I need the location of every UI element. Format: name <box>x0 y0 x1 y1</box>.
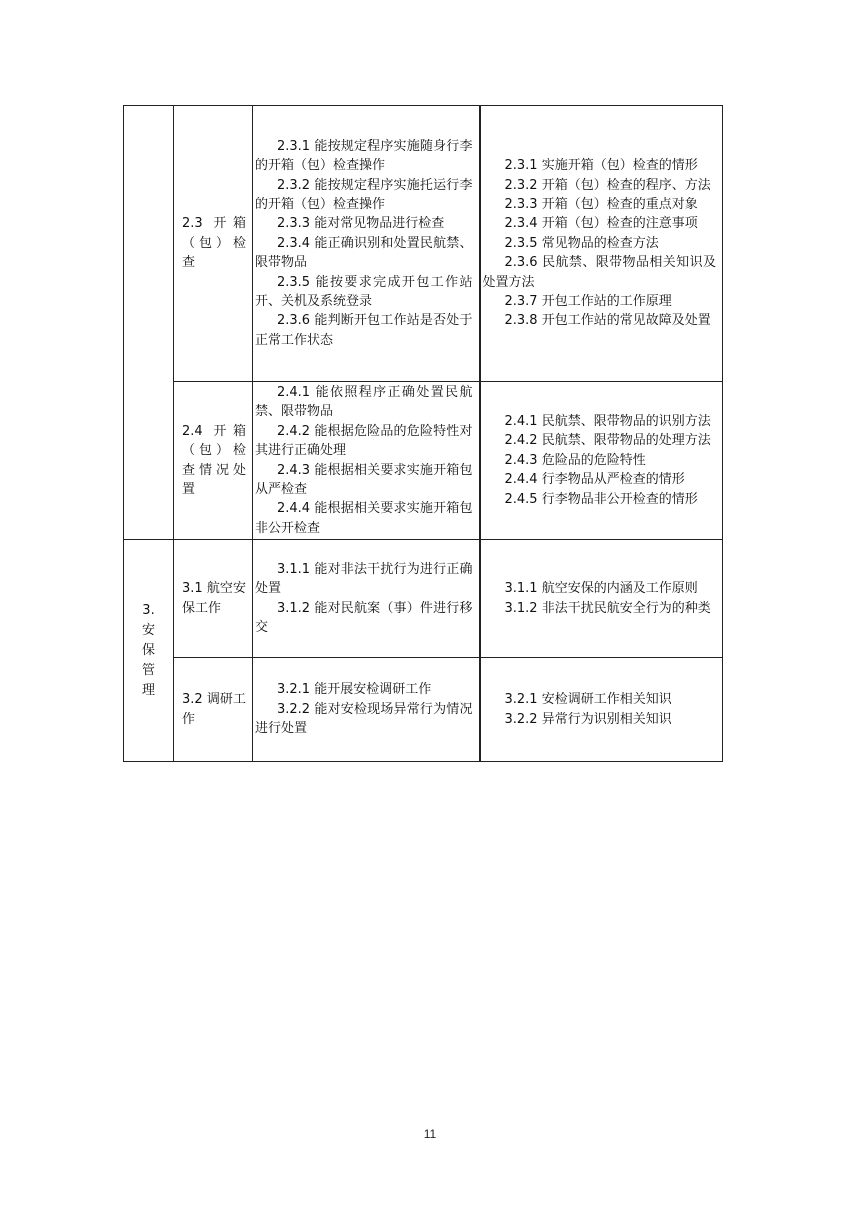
knowledge-item: 2.3.3 开箱（包）检查的重点对象 <box>504 196 698 212</box>
knowledge-item: 2.4.2 民航禁、限带物品的处理方法 <box>504 433 711 449</box>
knowledge-item: 2.3.8 开包工作站的常见故障及处置 <box>504 313 711 329</box>
skills-cell <box>253 658 480 762</box>
skill-item: 3.1.1 能对非法干扰行为进行正确处置 <box>255 561 473 597</box>
skills-cell <box>253 106 480 382</box>
skills-cell <box>253 540 480 658</box>
table-row <box>124 540 723 658</box>
knowledge-item: 2.3.5 常见物品的检查方法 <box>504 235 659 251</box>
skill-item: 3.2.1 能开展安检调研工作 <box>277 682 432 698</box>
knowledge-item: 2.3.4 开箱（包）检查的注意事项 <box>504 216 698 232</box>
knowledge-item: 2.3.2 开箱（包）检查的程序、方法 <box>504 177 711 193</box>
skill-item: 2.3.6 能判断开包工作站是否处于正常工作状态 <box>255 313 473 348</box>
knowledge-item: 3.1.2 非法干扰民航安全行为的种类 <box>504 600 711 616</box>
table-row <box>124 382 723 540</box>
module-cell-2 <box>124 106 174 540</box>
knowledge-item: 2.3.7 开包工作站的工作原理 <box>504 294 672 310</box>
skills-table <box>123 105 723 762</box>
knowledge-cell <box>480 540 723 658</box>
knowledge-item: 2.4.4 行李物品从严检查的情形 <box>504 472 685 488</box>
page-number: 11 <box>423 1127 437 1141</box>
knowledge-cell <box>480 382 723 540</box>
knowledge-cell <box>480 106 723 382</box>
knowledge-item: 3.2.1 安检调研工作相关知识 <box>504 692 672 708</box>
unit-cell: 3.1 航空安保工作 <box>174 540 253 658</box>
unit-cell: 2.4 开箱（包）检查情况处置 <box>174 382 253 540</box>
table-row <box>124 106 723 382</box>
table-row <box>124 658 723 762</box>
knowledge-item: 2.4.1 民航禁、限带物品的识别方法 <box>504 413 711 429</box>
knowledge-cell <box>480 658 723 762</box>
skill-item: 2.4.2 能根据危险品的危险特性对其进行正确处理 <box>255 423 473 459</box>
knowledge-item: 3.2.2 异常行为识别相关知识 <box>504 711 672 727</box>
skill-item: 2.3.5 能按要求完成开包工作站开、关机及系统登录 <box>255 274 473 310</box>
knowledge-item: 2.4.3 危险品的危险特性 <box>504 452 646 468</box>
skill-item: 3.2.2 能对安检现场异常行为情况进行处置 <box>255 701 473 737</box>
skills-cell <box>253 382 480 540</box>
skill-item: 2.3.1 能按规定程序实施随身行李的开箱（包）检查操作 <box>255 138 473 174</box>
unit-cell: 2.3 开箱（包）检查 <box>174 106 253 382</box>
skill-item: 2.3.4 能正确识别和处置民航禁、限带物品 <box>255 235 473 271</box>
skill-item: 2.4.1 能依照程序正确处置民航禁、限带物品 <box>255 384 473 420</box>
skill-item: 2.3.2 能按规定程序实施托运行李的开箱（包）检查操作 <box>255 177 473 212</box>
skill-item: 2.3.3 能对常见物品进行检查 <box>277 216 445 232</box>
skill-item: 2.4.4 能根据相关要求实施开箱包非公开检查 <box>255 501 473 536</box>
skill-item: 3.1.2 能对民航案（事）件进行移交 <box>255 600 473 635</box>
unit-cell: 3.2 调研工作 <box>174 658 253 762</box>
knowledge-item: 2.3.6 民航禁、限带物品相关知识及处置方法 <box>482 255 716 290</box>
skill-item: 2.4.3 能根据相关要求实施开箱包从严检查 <box>255 462 473 497</box>
knowledge-item: 2.3.1 实施开箱（包）检查的情形 <box>504 158 698 174</box>
knowledge-item: 3.1.1 航空安保的内涵及工作原则 <box>504 581 698 597</box>
module-cell-3: 3. 安保管理 <box>124 540 174 762</box>
knowledge-item: 2.4.5 行李物品非公开检查的情形 <box>504 491 698 507</box>
